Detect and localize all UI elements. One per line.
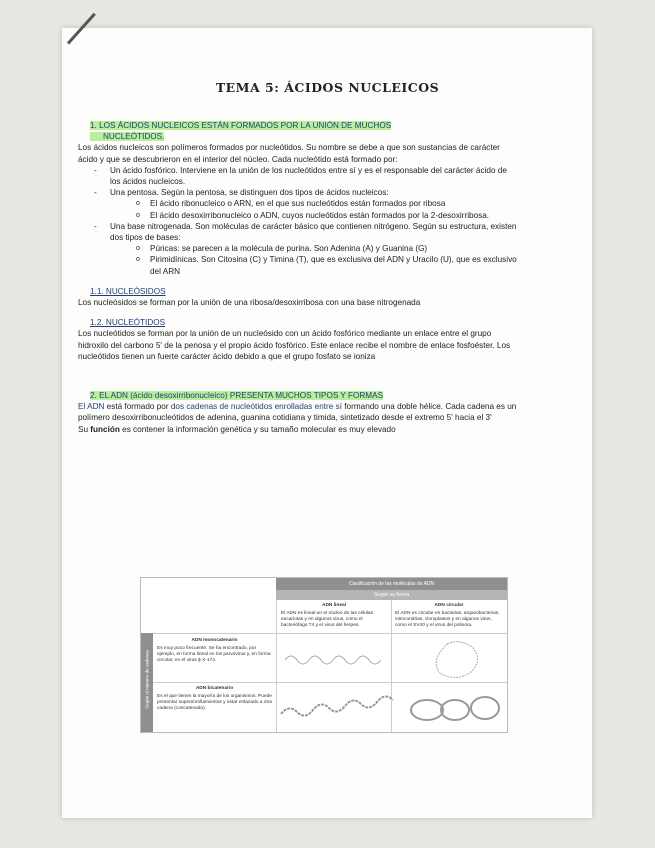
list-item: o Pirimidínicas. Son Citosina (C) y Timina (T), que es exclusiva del ADN y Uracilo (U), que es exclusivo del ARN	[78, 254, 518, 276]
section-1-1-heading: 1.1. NUCLEÓSIDOS	[90, 286, 166, 296]
section-1-1-text: Los nucleósidos se forman por la unión de una ribosa/desoxirribosa con una base nitrogenada	[78, 298, 421, 308]
list-item: o El ácido desoxirribonucleico o ADN, cuyos nucleótidos están formados por la 2-desoxirribosa.	[78, 210, 518, 221]
list-item: - Un ácido fosfórico. Interviene en la unión de los nucleótidos entre sí y es el responsable del carácter ácido de los ácidos nucleicos.	[78, 165, 518, 187]
table-side-label: Según el número de cadenas	[141, 633, 153, 732]
linear-single-strand-illustration	[285, 656, 381, 664]
dna-classification-table	[140, 577, 508, 733]
list-item: o El ácido ribonucleico o ARN, en el que sus nucleótidos están formados por ribosa	[78, 198, 518, 209]
row-double-strand: ADN bicatenario Es el que tienen la mayoría de los organismos. Puede presentar superenrollamientos y estar enlazado a otra cadena (concatenado).	[157, 686, 272, 711]
table-header: Clasificación de las moléculas de ADN	[276, 578, 507, 590]
row-single-strand: ADN monocatenario Es muy poco frecuente. Se ha encontrado, por ejemplo, en forma lineal en los parvovirus y, en forma circular, en el virus ϕ X-174.	[157, 638, 271, 663]
document-title: TEMA 5: ÁCIDOS NUCLEICOS	[215, 80, 440, 95]
list-item: - Una pentosa. Según la pentosa, se distinguen dos tipos de ácidos nucleicos:	[78, 187, 518, 198]
dna-illustrations	[277, 634, 507, 732]
list-item: o Púricas: se parecen a la molécula de purina. Son Adenina (A) y Guanina (G)	[78, 243, 518, 254]
nucleotide-components-list	[78, 165, 518, 277]
col-linear: ADN lineal El ADN es lineal en el núcleo de las células eucariotas y en algunos virus, como el bacteriófago T4 y el virus del herpes.	[281, 603, 373, 628]
section-1-intro: Los ácidos nucleicos son polímeros formados por nucleótidos. Su nombre se debe a que son sustancias de carácter ácido y que se descubrieron en el interior del núcleo. Cada nucleótido está formado por:	[78, 143, 500, 164]
linear-double-strand-illustration	[281, 696, 393, 715]
section-2-paragraph-1: El ADN está formado por dos cadenas de nucleótidos enrolladas entre sí formando una doble hélice. Cada cadena es un polímero desoxirribonucleótidos de adenina, guanina cotidiana y timida, sintetizado desde el extremo 5' hacia el 3'	[78, 402, 517, 423]
section-2-paragraph-2: Su función es contener la información genética y su tamaño molecular es muy elevado	[78, 424, 396, 434]
section-2-heading: 2. EL ADN (ácido desoxirribonucleico) PRESENTA MUCHOS TIPOS Y FORMAS	[90, 391, 384, 401]
list-item: - Una base nitrogenada. Son moléculas de carácter básico que contienen nitrógeno. Según su estructura, existen dos tipos de bases:	[78, 221, 518, 243]
section-1-2-text: Los nucleótidos se forman por la unión de un nucleósido con un ácido fosfórico mediante un enlace entre el grupo hidroxilo del carbono 5' de la penosa y el propio ácido fosfórico. Este enlace recibe el nombre de enlace fosfoéster. Los nucleótidos tienen un fuerte carácter ácido debido a que el grupo fosfato se ioniza	[78, 329, 511, 361]
col-circular: ADN circular El ADN es circular en bacterias, arqueobacterias, mitocondrias, cloroplastos y en algunos virus, como el SV40 y el virus del polioma.	[395, 603, 500, 628]
document-body	[78, 120, 518, 435]
section-1-2-heading: 1.2. NUCLEÓTIDOS	[90, 318, 166, 328]
table-subheader: Según su forma	[276, 590, 507, 600]
circular-single-strand-illustration	[436, 642, 477, 678]
circular-double-strand-illustration	[411, 697, 499, 720]
section-1-heading: 1. LOS ÁCIDOS NUCLEICOS ESTÁN FORMADOS POR LA UNIÓN DE MUCHOS NUCLEÓTIDOS.	[90, 121, 392, 142]
